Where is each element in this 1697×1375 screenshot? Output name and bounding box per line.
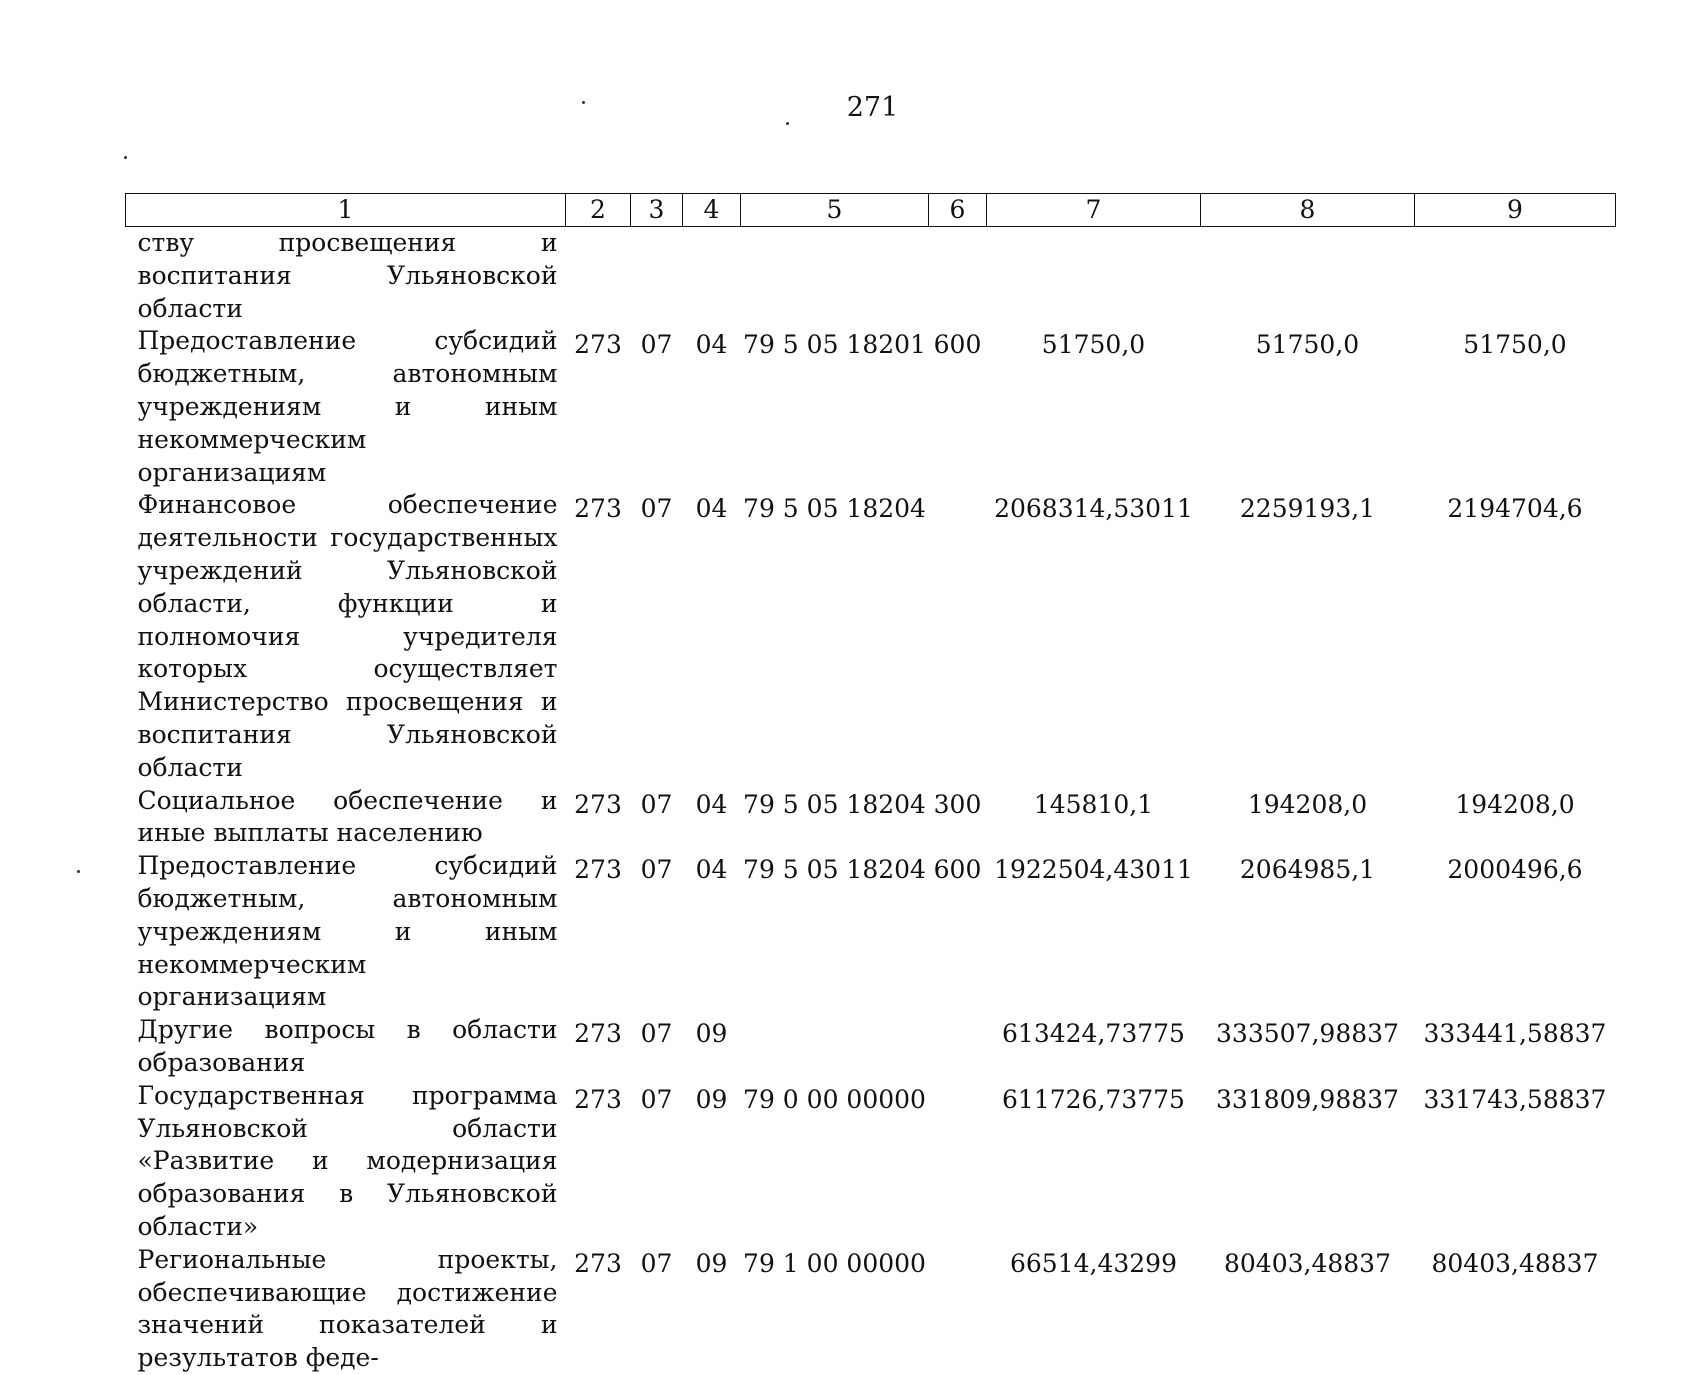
scan-speck <box>77 870 80 873</box>
table-row <box>126 850 1616 1014</box>
row-description: Другие вопросы в области образования <box>137 1015 558 1077</box>
cell-col3: 07 <box>640 1084 673 1114</box>
cell-col4: 04 <box>695 789 728 819</box>
cell-col2: 273 <box>574 330 622 360</box>
table-row <box>126 785 1616 851</box>
table-body <box>126 227 1616 1375</box>
scan-speck <box>786 122 789 125</box>
page-number: 271 <box>846 92 899 123</box>
table-row <box>126 1080 1616 1244</box>
cell-col9: 333441,58837 <box>1423 1019 1607 1049</box>
cell-col3: 07 <box>640 855 673 885</box>
cell-col3: 07 <box>640 330 673 360</box>
row-description: Финансовое обеспечение деятельности государственных учреждений Ульяновской области, функции и полномочия учредителя которых осуществляет Министерство просвещения и воспитания Ульяновской области <box>137 490 558 782</box>
header-cell: 8 <box>1201 194 1415 227</box>
table-row <box>126 325 1616 489</box>
cell-col7: 66514,43299 <box>1009 1248 1177 1278</box>
cell-col5: 79 5 05 18201 <box>743 330 926 360</box>
table-row <box>126 1014 1616 1080</box>
cell-col3: 07 <box>640 1019 673 1049</box>
cell-col8: 80403,48837 <box>1223 1248 1391 1278</box>
cell-col2: 273 <box>574 855 622 885</box>
cell-col3: 07 <box>640 789 673 819</box>
cell-col5 <box>741 1014 929 1080</box>
cell-col6 <box>929 227 987 326</box>
cell-col9: 80403,48837 <box>1431 1248 1599 1278</box>
cell-col2: 273 <box>574 1248 622 1278</box>
cell-col8 <box>1201 227 1415 326</box>
cell-col3 <box>631 227 683 326</box>
cell-col7: 613424,73775 <box>1002 1019 1185 1049</box>
row-description: Предоставление субсидий бюджетным, автономным учреждениям и иным некоммерческим организациям <box>137 326 558 487</box>
row-description: Региональные проекты, обеспечивающие достижение значений показателей и результатов феде- <box>137 1244 558 1373</box>
header-cell: 2 <box>566 194 631 227</box>
table-header <box>126 194 1616 227</box>
cell-col6: 600 <box>933 330 982 360</box>
cell-col5 <box>741 227 929 326</box>
cell-col6 <box>929 489 987 784</box>
cell-col2: 273 <box>574 1084 622 1114</box>
cell-col8: 2064985,1 <box>1239 855 1376 885</box>
row-description: Государственная программа Ульяновской области «Развитие и модернизация образования в Ульяновской области» <box>137 1080 558 1241</box>
cell-col7: 611726,73775 <box>1002 1084 1185 1114</box>
cell-col4: 09 <box>695 1248 728 1278</box>
cell-col2: 273 <box>574 1019 622 1049</box>
cell-col8: 331809,98837 <box>1216 1084 1399 1114</box>
cell-col8: 51750,0 <box>1255 330 1360 360</box>
cell-col6: 300 <box>933 789 982 819</box>
cell-col5: 79 5 05 18204 <box>743 494 926 524</box>
cell-col9: 194208,0 <box>1455 789 1575 819</box>
scan-speck <box>582 101 585 104</box>
cell-col4: 04 <box>695 330 728 360</box>
cell-col7: 2068314,53011 <box>994 494 1193 524</box>
cell-col8: 194208,0 <box>1247 789 1368 819</box>
cell-col5: 79 5 05 18204 <box>743 855 926 885</box>
cell-col9: 2000496,6 <box>1447 855 1583 885</box>
header-cell: 3 <box>631 194 683 227</box>
cell-col7: 145810,1 <box>1033 789 1154 819</box>
row-description: Предоставление субсидий бюджетным, автономным учреждениям и иным некоммерческим организациям <box>137 851 558 1012</box>
cell-col9 <box>1415 227 1616 326</box>
header-cell: 1 <box>126 194 566 227</box>
cell-col8: 333507,98837 <box>1216 1019 1399 1049</box>
cell-col9: 51750,0 <box>1463 330 1567 360</box>
cell-col7: 51750,0 <box>1041 330 1146 360</box>
cell-col4: 09 <box>695 1019 728 1049</box>
cell-col7 <box>987 227 1201 326</box>
cell-col6 <box>929 1244 987 1375</box>
scan-speck <box>124 156 127 159</box>
table-row <box>126 227 1616 326</box>
cell-col2 <box>566 227 631 326</box>
cell-col8: 2259193,1 <box>1239 494 1376 524</box>
cell-col4: 04 <box>695 494 728 524</box>
row-description: ству просвещения и воспитания Ульяновской области <box>137 228 558 323</box>
row-description: Социальное обеспечение и иные выплаты населению <box>137 785 558 848</box>
cell-col9: 2194704,6 <box>1447 494 1583 524</box>
cell-col7: 1922504,43011 <box>994 855 1193 885</box>
cell-col9: 331743,58837 <box>1423 1084 1607 1114</box>
header-cell: 4 <box>683 194 741 227</box>
cell-col2: 273 <box>574 494 622 524</box>
cell-col4: 09 <box>695 1084 728 1114</box>
header-cell: 9 <box>1415 194 1616 227</box>
header-cell: 5 <box>741 194 929 227</box>
header-row <box>126 194 1616 227</box>
cell-col2: 273 <box>574 789 622 819</box>
cell-col5: 79 0 00 00000 <box>743 1084 926 1114</box>
cell-col6: 600 <box>933 855 982 885</box>
budget-table <box>125 193 1616 1375</box>
table-row <box>126 1244 1616 1375</box>
cell-col4: 04 <box>695 855 728 885</box>
cell-col6 <box>929 1080 987 1244</box>
header-cell: 7 <box>987 194 1201 227</box>
cell-col5: 79 5 05 18204 <box>743 789 926 819</box>
cell-col4 <box>683 227 741 326</box>
cell-col6 <box>929 1014 987 1080</box>
cell-col5: 79 1 00 00000 <box>743 1248 926 1278</box>
table-row <box>126 489 1616 784</box>
cell-col3: 07 <box>640 494 673 524</box>
cell-col3: 07 <box>640 1248 673 1278</box>
header-cell: 6 <box>929 194 987 227</box>
